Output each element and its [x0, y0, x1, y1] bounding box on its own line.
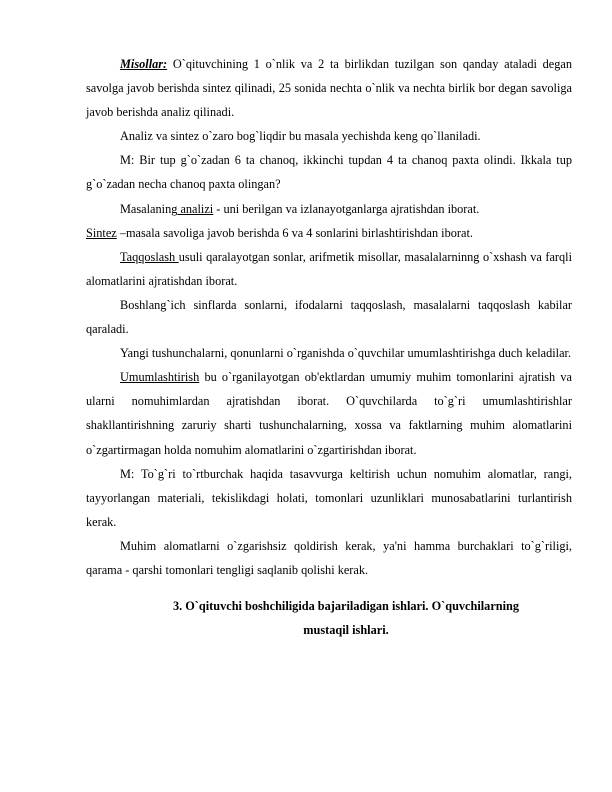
section-heading	[86, 594, 572, 642]
paragraph-new-concepts: Yangi tushunchalarni, qonunlarni o`rganishda o`quvchilar umumlashtirishga duch keladilar.	[120, 346, 572, 361]
generalization-text: bu o`rganilayotgan ob'ektlardan umumiy muhim tomonlarini ajratish va ularni nomuhimlardan ajratishdan iborat. O`quvchilarda to`g`ri umumlashtirishlar shakllantirishning zaruriy sharti tushunchalarning, xossa va faktlarning muhim alomatlarini o`zgartirmagan holda nomuhim alomatlarini o`zgartirishdan iborat.	[86, 370, 572, 457]
analysis-term: analizi	[177, 201, 214, 216]
document-page	[86, 52, 572, 642]
synthesis-text: –masala savoliga javob berishda 6 va 4 sonlarini birlashtirishdan iborat.	[116, 225, 473, 240]
paragraph-essential-features: Muhim alomatlarni o`zgarishsiz qoldirish kerak, ya'ni hamma burchaklari to`g`riligi, qarama - qarshi tomonlari tengligi saqlanib qolishi kerak.	[86, 538, 572, 577]
comparison-text: usuli qaralayotgan sonlar, arifmetik misollar, masalalarninng o`xshash va farqli alomatlarini ajratishdan iborat.	[86, 249, 572, 288]
heading-line-2: mustaqil ishlari.	[303, 623, 389, 638]
paragraph-comparison-method	[86, 245, 572, 293]
paragraph-rectangle-example: M: To`g`ri to`rtburchak haqida tasavvurga keltirish uchun nomuhim alomatlar, rangi, tayyorlangan materiali, tekislikdagi holati, tomonlari uzunliklari munosabatlarini turlantirish kerak.	[86, 466, 572, 529]
paragraph-primary-classes: Boshlang`ich sinflarda sonlarni, ifodalarni taqqoslash, masalalarni taqqoslash kabilar qaraladi.	[86, 297, 572, 337]
paragraph-analysis-synthesis: Analiz va sintez o`zaro bog`liqdir bu masala yechishda keng qo`llaniladi.	[120, 129, 481, 144]
heading-line-1: 3. O`qituvchi boshchiligida bajariladigan ishlari. O`quvchilarning	[172, 599, 520, 614]
paragraph-generalization	[86, 365, 572, 461]
examples-text: O`qituvchining 1 o`nlik va 2 ta birlikdan tuzilgan son qanday ataladi degan savolga javob berishda sintez qilinadi, 25 sonida nechta o`nlik va nechta birlik bor degan savoliga javob berishda analiz qilinadi.	[86, 57, 572, 120]
generalization-term: Umumlashtirish	[120, 370, 200, 385]
paragraph-synthesis-definition	[86, 221, 572, 245]
analysis-text: - uni berilgan va izlanayotganlarga ajratishdan iborat.	[213, 201, 480, 216]
examples-label: Misollar:	[120, 57, 168, 71]
comparison-term: Taqqoslash	[120, 249, 179, 264]
paragraph-analysis-definition	[86, 197, 572, 221]
synthesis-term: Sintez	[86, 225, 117, 240]
analysis-prefix: Masalaning	[120, 201, 178, 216]
paragraph-cotton-problem: M: Bir tup g`o`zadan 6 ta chanoq, ikkinchi tupdan 4 ta chanoq paxta olindi. Ikkala tup g`o`zadan necha chanoq paxta olingan?	[86, 153, 572, 192]
paragraph-examples	[86, 52, 572, 124]
